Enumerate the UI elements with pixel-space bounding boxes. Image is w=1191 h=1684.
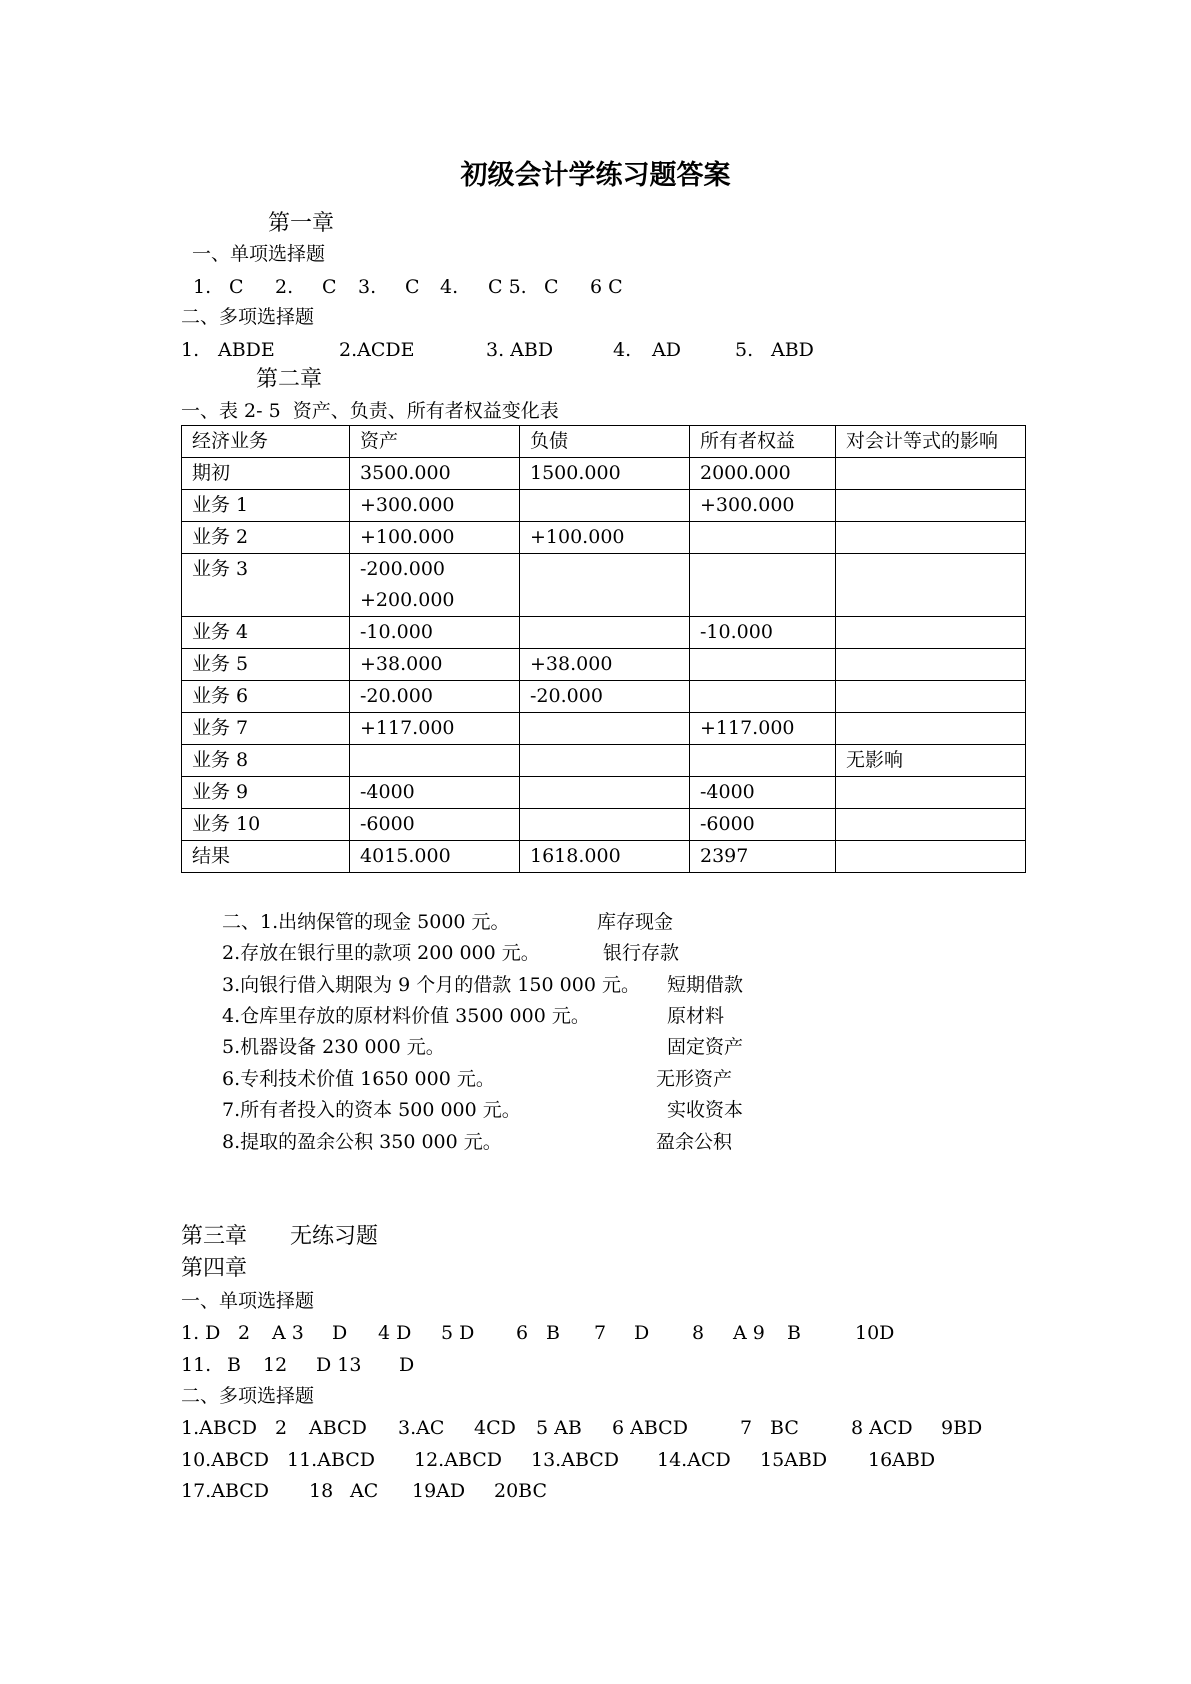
table-row xyxy=(182,841,1026,873)
table-cell: 业务 7 xyxy=(182,713,350,745)
list-item-question: 6.专利技术价值 1650 000 元。 xyxy=(222,1068,495,1090)
table-cell: +117.000 xyxy=(350,713,520,745)
table-row xyxy=(182,745,1026,777)
table-header-cell: 经济业务 xyxy=(182,426,350,458)
table-cell xyxy=(690,681,836,713)
table-cell xyxy=(836,554,1026,617)
table-cell: 业务 10 xyxy=(182,809,350,841)
list-item-question: 7.所有者投入的资本 500 000 元。 xyxy=(222,1099,521,1121)
table-cell: 业务 2 xyxy=(182,522,350,554)
balance-change-table xyxy=(181,425,1026,873)
table-cell: -4000 xyxy=(690,777,836,809)
table-cell: -20.000 xyxy=(350,681,520,713)
table-cell: +100.000 xyxy=(350,522,520,554)
table-cell: +38.000 xyxy=(350,649,520,681)
table-cell: 业务 5 xyxy=(182,649,350,681)
table-row xyxy=(182,617,1026,649)
table-cell xyxy=(836,617,1026,649)
table-cell: 1500.000 xyxy=(520,458,690,490)
table-cell xyxy=(520,745,690,777)
table-row xyxy=(182,490,1026,522)
table-cell: 业务 8 xyxy=(182,745,350,777)
table-cell xyxy=(836,681,1026,713)
table-cell xyxy=(690,649,836,681)
table-row xyxy=(182,681,1026,713)
table-cell xyxy=(836,809,1026,841)
chapter-1-heading: 第一章 xyxy=(268,211,335,236)
table-cell xyxy=(836,490,1026,522)
table-cell xyxy=(520,777,690,809)
ch4-multi-choice-heading: 二、多项选择题 xyxy=(181,1385,315,1407)
table-cell: +117.000 xyxy=(690,713,836,745)
table-row xyxy=(182,649,1026,681)
table-cell: -6000 xyxy=(690,809,836,841)
table-row xyxy=(182,458,1026,490)
table-row xyxy=(182,777,1026,809)
table-cell xyxy=(836,458,1026,490)
table-cell xyxy=(690,745,836,777)
table-cell xyxy=(836,841,1026,873)
list-item-question: 3.向银行借入期限为 9 个月的借款 150 000 元。 xyxy=(222,974,640,996)
table-cell xyxy=(836,713,1026,745)
ch1-single-choice-heading: 一、单项选择题 xyxy=(192,243,326,265)
table-cell: -6000 xyxy=(350,809,520,841)
list-item-answer: 库存现金 xyxy=(597,911,674,933)
chapter-3-heading: 第三章 xyxy=(181,1224,248,1249)
table-cell: 3500.000 xyxy=(350,458,520,490)
table-header-cell: 所有者权益 xyxy=(690,426,836,458)
table-cell: +100.000 xyxy=(520,522,690,554)
table-cell: 业务 3 xyxy=(182,554,350,617)
table-header-row xyxy=(182,426,1026,458)
table-cell xyxy=(350,745,520,777)
table-cell xyxy=(520,490,690,522)
list-item-question: 5.机器设备 230 000 元。 xyxy=(222,1036,445,1058)
list-item-question: 2.存放在银行里的款项 200 000 元。 xyxy=(222,942,540,964)
table-cell: 业务 4 xyxy=(182,617,350,649)
table-cell: 4015.000 xyxy=(350,841,520,873)
table-cell: +300.000 xyxy=(350,490,520,522)
table-header-cell: 负债 xyxy=(520,426,690,458)
table-row xyxy=(182,522,1026,554)
table-cell xyxy=(520,617,690,649)
list-item-answer: 无形资产 xyxy=(656,1068,733,1090)
ch4-single-choice-heading: 一、单项选择题 xyxy=(181,1290,315,1312)
table-cell: 2000.000 xyxy=(690,458,836,490)
table-cell: -10.000 xyxy=(350,617,520,649)
table-cell: 1618.000 xyxy=(520,841,690,873)
table-cell: -10.000 xyxy=(690,617,836,649)
list-item-answer: 短期借款 xyxy=(667,974,744,996)
table-cell xyxy=(836,522,1026,554)
table-row xyxy=(182,809,1026,841)
table-cell: 结果 xyxy=(182,841,350,873)
table-cell xyxy=(690,522,836,554)
list-item-answer: 实收资本 xyxy=(667,1099,744,1121)
table-cell: -20.000 xyxy=(520,681,690,713)
list-item-question: 二、1.出纳保管的现金 5000 元。 xyxy=(222,911,510,933)
table-cell: 业务 1 xyxy=(182,490,350,522)
table-header-cell: 资产 xyxy=(350,426,520,458)
table-cell: 无影响 xyxy=(836,745,1026,777)
table-cell xyxy=(690,554,836,617)
table-cell: -200.000 +200.000 xyxy=(350,554,520,617)
table-cell xyxy=(836,649,1026,681)
list-item-answer: 固定资产 xyxy=(667,1036,744,1058)
list-item-question: 8.提取的盈余公积 350 000 元。 xyxy=(222,1131,502,1153)
page-title: 初级会计学练习题答案 xyxy=(460,160,731,191)
chapter-4-heading: 第四章 xyxy=(181,1256,248,1281)
ch1-multi-choice-heading: 二、多项选择题 xyxy=(181,306,315,328)
table-cell xyxy=(520,554,690,617)
chapter-3-note: 无练习题 xyxy=(290,1224,379,1249)
table-cell xyxy=(520,809,690,841)
table-caption: 一、表 2- 5 资产、负责、所有者权益变化表 xyxy=(181,400,559,422)
table-cell: 业务 6 xyxy=(182,681,350,713)
table-cell: 2397 xyxy=(690,841,836,873)
table-cell: 业务 9 xyxy=(182,777,350,809)
table-cell xyxy=(836,777,1026,809)
table-header-cell: 对会计等式的影响 xyxy=(836,426,1026,458)
list-item-answer: 银行存款 xyxy=(603,942,680,964)
list-item-answer: 原材料 xyxy=(667,1005,725,1027)
table-row xyxy=(182,554,1026,617)
table-cell: +300.000 xyxy=(690,490,836,522)
list-item-answer: 盈余公积 xyxy=(656,1131,733,1153)
chapter-2-heading: 第二章 xyxy=(256,367,323,392)
list-item-question: 4.仓库里存放的原材料价值 3500 000 元。 xyxy=(222,1005,590,1027)
table-cell: -4000 xyxy=(350,777,520,809)
table-cell: +38.000 xyxy=(520,649,690,681)
table-cell xyxy=(520,713,690,745)
table-row xyxy=(182,713,1026,745)
table-cell: 期初 xyxy=(182,458,350,490)
